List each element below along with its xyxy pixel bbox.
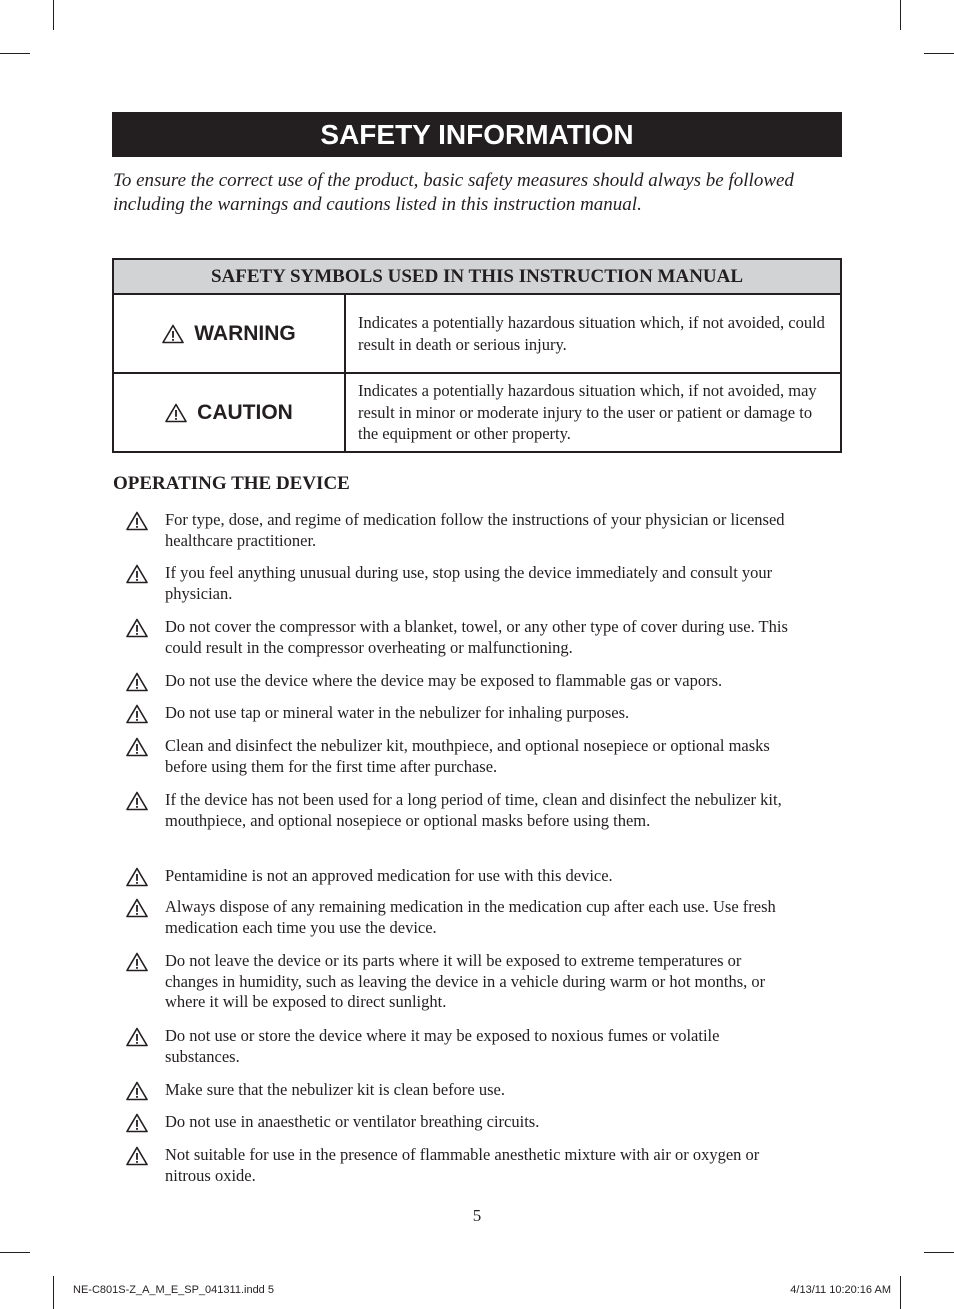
list-item bbox=[126, 1112, 806, 1133]
warning-description: Indicates a potentially hazardous situation which, if not avoided, could result in death or serious injury. bbox=[345, 294, 841, 373]
list-item-text: If the device has not been used for a long period of time, clean and disinfect the nebulizer kit, mouthpiece, and optional nosepiece or optional masks before using them. bbox=[165, 790, 782, 830]
list-item bbox=[126, 951, 806, 1013]
list-item bbox=[126, 563, 806, 604]
list-item-text: Clean and disinfect the nebulizer kit, mouthpiece, and optional nosepiece or optional masks before using them for the first time after purchase. bbox=[165, 736, 770, 776]
warning-triangle-icon bbox=[126, 1027, 148, 1047]
list-item-text: Do not use tap or mineral water in the nebulizer for inhaling purposes. bbox=[165, 703, 630, 722]
crop-mark bbox=[53, 1276, 54, 1309]
list-item-text: Pentamidine is not an approved medication for use with this device. bbox=[165, 866, 613, 885]
crop-mark bbox=[924, 53, 954, 54]
warning-triangle-icon bbox=[126, 511, 148, 531]
list-item bbox=[126, 1026, 806, 1067]
table-row bbox=[113, 294, 841, 373]
list-item bbox=[126, 897, 806, 938]
list-item-text: Do not use or store the device where it may be exposed to noxious fumes or volatile substances. bbox=[165, 1026, 720, 1066]
list-item bbox=[126, 703, 806, 724]
warning-triangle-icon bbox=[126, 564, 148, 584]
caution-label: CAUTION bbox=[197, 400, 293, 424]
warning-triangle-icon bbox=[126, 704, 148, 724]
warning-label: WARNING bbox=[194, 321, 296, 345]
list-item-text: Do not cover the compressor with a blanket, towel, or any other type of cover during use. This could result in the compressor overheating or malfunctioning. bbox=[165, 617, 788, 657]
warning-triangle-icon bbox=[126, 867, 148, 887]
list-item bbox=[126, 736, 806, 777]
list-item-text: Always dispose of any remaining medication in the medication cup after each use. Use fresh medication each time you use the device. bbox=[165, 897, 776, 937]
section-heading: OPERATING THE DEVICE bbox=[113, 473, 350, 494]
warning-triangle-icon bbox=[126, 898, 148, 918]
table-header: SAFETY SYMBOLS USED IN THIS INSTRUCTION MANUAL bbox=[113, 259, 841, 294]
warning-triangle-icon bbox=[126, 952, 148, 972]
warning-triangle-icon bbox=[126, 618, 148, 638]
list-item bbox=[126, 510, 806, 551]
warning-triangle-icon bbox=[126, 1081, 148, 1101]
list-item-text: Do not leave the device or its parts where it will be exposed to extreme temperatures or changes in humidity, such as leaving the device in a vehicle during warm or hot months, or where it will be exposed to direct sunlight. bbox=[165, 951, 766, 1011]
list-item-text: Do not use the device where the device may be exposed to flammable gas or vapors. bbox=[165, 671, 723, 690]
crop-mark bbox=[924, 1252, 954, 1253]
list-item-text: Do not use in anaesthetic or ventilator breathing circuits. bbox=[165, 1112, 540, 1131]
list-item-text: Not suitable for use in the presence of flammable anesthetic mixture with air or oxygen or nitrous oxide. bbox=[165, 1145, 760, 1185]
intro-text: To ensure the correct use of the product, basic safety measures should always be followed including the warnings and cautions listed in this instruction manual. bbox=[113, 170, 794, 215]
safety-symbols-table bbox=[112, 258, 842, 453]
caution-description: Indicates a potentially hazardous situation which, if not avoided, may result in minor or moderate injury to the user or patient or damage to the equipment or other property. bbox=[345, 373, 841, 452]
slug-timestamp: 4/13/11 10:20:16 AM bbox=[790, 1284, 891, 1296]
warning-triangle-icon bbox=[126, 1113, 148, 1133]
list-item bbox=[126, 1080, 806, 1101]
page-title: SAFETY INFORMATION bbox=[112, 112, 842, 157]
list-item bbox=[126, 790, 806, 831]
list-item bbox=[126, 617, 806, 658]
crop-mark bbox=[53, 0, 54, 30]
crop-mark bbox=[0, 1252, 30, 1253]
table-row bbox=[113, 373, 841, 452]
list-item bbox=[126, 866, 806, 887]
list-item-text: If you feel anything unusual during use, stop using the device immediately and consult your physician. bbox=[165, 563, 773, 603]
warning-triangle-icon bbox=[126, 791, 148, 811]
list-item-text: Make sure that the nebulizer kit is clean before use. bbox=[165, 1080, 505, 1099]
list-item-text: For type, dose, and regime of medication follow the instructions of your physician or licensed healthcare practitioner. bbox=[165, 510, 785, 550]
warning-triangle-icon bbox=[126, 672, 148, 692]
page-number: 5 bbox=[472, 1206, 482, 1225]
slug-filename: NE-C801S-Z_A_M_E_SP_041311.indd 5 bbox=[73, 1284, 274, 1296]
list-item bbox=[126, 671, 806, 692]
warning-triangle-icon bbox=[162, 324, 184, 344]
warning-triangle-icon bbox=[126, 737, 148, 757]
crop-mark bbox=[900, 0, 901, 30]
warning-triangle-icon bbox=[126, 1146, 148, 1166]
list-item bbox=[126, 1145, 806, 1186]
warning-triangle-icon bbox=[165, 403, 187, 423]
crop-mark bbox=[0, 53, 30, 54]
crop-mark bbox=[900, 1276, 901, 1309]
